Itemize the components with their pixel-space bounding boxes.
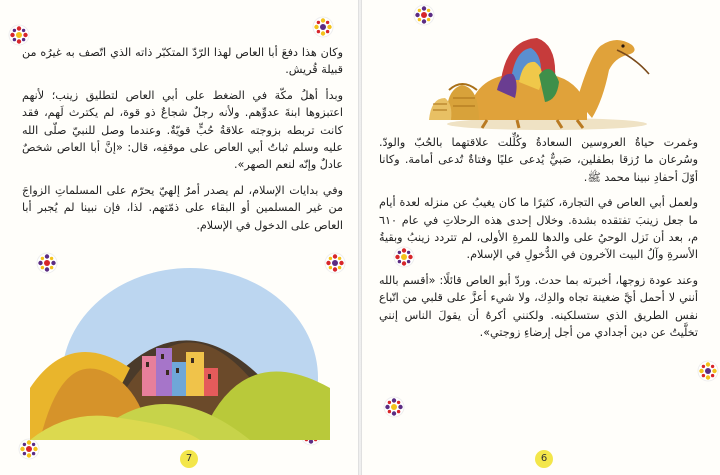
right-page xyxy=(361,0,720,475)
flower-sticker-icon xyxy=(312,16,334,38)
left-page xyxy=(0,0,359,475)
page-number: 7 xyxy=(180,450,198,468)
paragraph: وعند عودة زوجها، أخبرته بما حدث. وردّ أبو العاص قائلًا: «أقسم بالله أنني لا أحمل أيَّ ضغينة تجاه والدِك، ولا شيء أعزَّ على قلبي من اتّباع نفس الطريق الذي ستسلكينه. ولكنني أكرهُ أن يقولَ الناس إنني تخلَّيتُ عن دين أجدادي من أجل إرضاءِ زوجتي». xyxy=(379,273,698,340)
left-page-text xyxy=(22,44,343,242)
right-page-text xyxy=(379,134,698,349)
flower-sticker-icon xyxy=(697,360,719,382)
paragraph: وفي بدايات الإسلام، لم يصدر أمرٌ إلهيّ يحرّم على المسلماتِ الزواجَ من غير المسلمين أو البقاء على ذمّتهم. لذا، فإن نبينا لم يُجبر أبا العاص على الدخول في الإسلام. xyxy=(22,183,343,232)
page-number: 6 xyxy=(535,450,553,468)
flower-sticker-icon xyxy=(383,396,405,418)
flower-sticker-icon xyxy=(8,24,30,46)
paragraph: وكان هذا دفعَ أبا العاص لهذا الرّدّ المتكبّر ذاته الذي اتّصف به غيرُه من قبيلة قُريش. xyxy=(22,46,343,77)
paragraph: ولعمل أبي العاص في التجارة، كثيرًا ما كان يغيبُ عن منزله لعدة أيام ما جعل زينبَ تفتقده بشدة. وخلال إحدى هذه الرحلاتِ في عام ٦١٠ م، بعد أن نَزل الوحيُ على والدها للمرةِ الأولى، لم تتردد زينبُ وبقيةُ الأسرةِ وآلُ البيت الآخرون في الدُّخولِ في الإسلام. xyxy=(379,196,698,262)
paragraph: وبدأ أهلُ مكّة في الضغط على أبي العاص لتطليق زينب؛ لأنهم اعتبزوها ابنةَ عدوِّهم. ولأنه رجلٌ شجاعٌ ذو قوة، لم يكترث لَهم، فقد كانت تربطه بزوجته علاقةُ حُبٍّ قويّةٌ. وعندما وصل للنبيّ صلّى الله عليه وسلم ثباتُ أبي العاص على موقفِه، قال: «إنَّ أبا العاص شخصٌ عادلٌ وإنّه لنعم الصهر». xyxy=(22,88,343,172)
mecca-hills-illustration xyxy=(30,258,330,440)
flower-sticker-icon xyxy=(18,438,40,460)
paragraph: وغمرت حياةُ العروسين السعادةُ وكُلِّلت علاقتهما بالحُبّ والودّ. وسُرعان ما رُزقا بطفلين، صَبيٌّ يُدعى عليًا وفتاةٌ تُدعى أمامة. وكانا أوّلَ أحفادِ نبينا محمد ﷺ. xyxy=(379,136,698,184)
camel-illustration xyxy=(427,20,657,130)
